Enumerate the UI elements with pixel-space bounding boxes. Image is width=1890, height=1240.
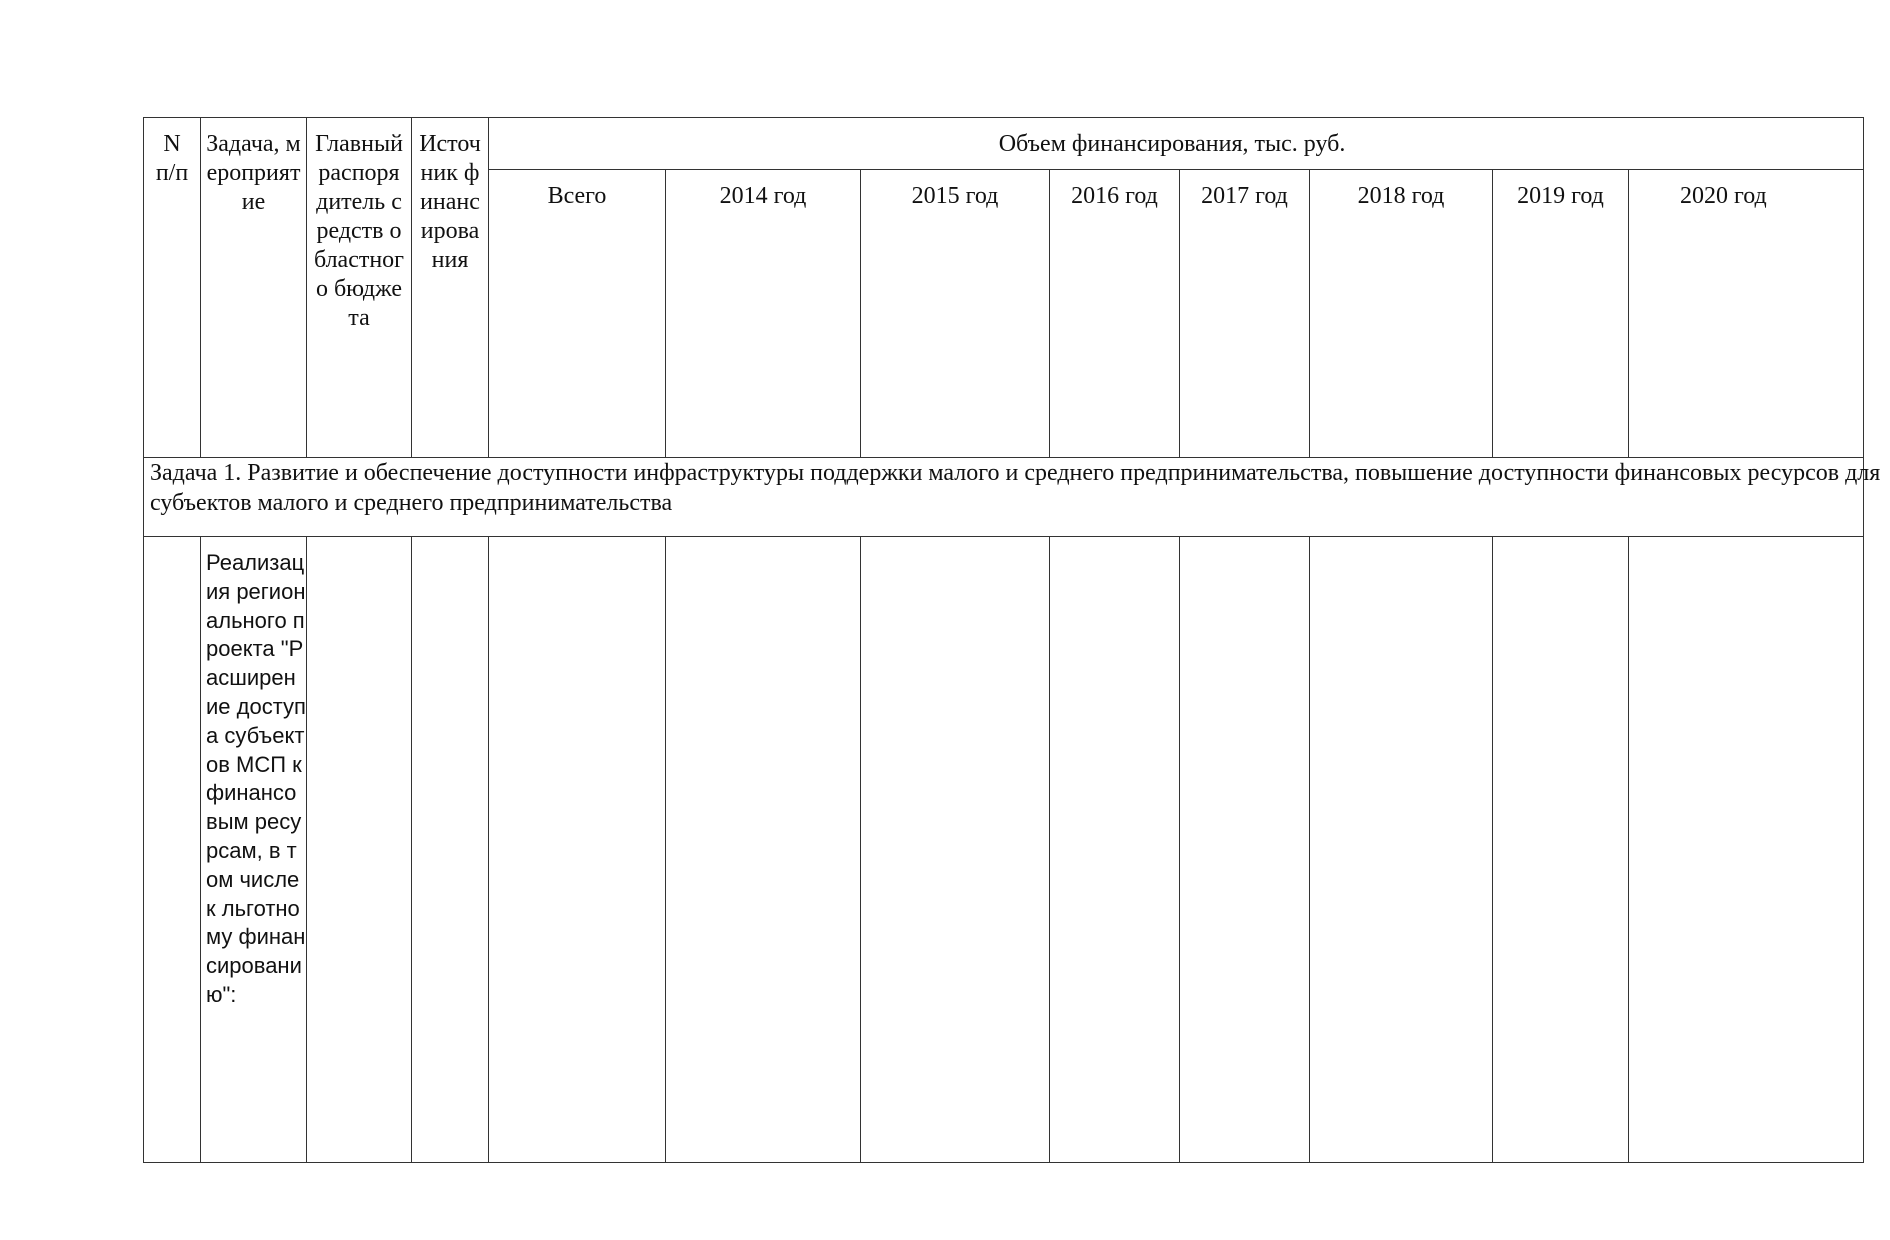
- header-num-text: N п/п: [155, 131, 189, 186]
- header-year-2016: 2016 год: [1050, 170, 1180, 458]
- activity-year-2020: [1629, 537, 1864, 1163]
- task-1-heading-text: Задача 1. Развитие и обеспечение доступности инфраструктуры поддержки малого и среднего предпринимательства, повышение доступности финансовых ресурсов для субъектов малого и среднего предпринимательства: [150, 460, 1881, 516]
- activity-task: Реализация регионального проекта "Расширение доступа субъектов МСП к финансовым ресурсам, в том числе к льготному финансированию":: [201, 537, 307, 1163]
- task-row: [144, 458, 1864, 537]
- activity-year-2015: [861, 537, 1050, 1163]
- activity-source: [412, 537, 489, 1163]
- header-task-text: Задача, мероприятие: [206, 131, 301, 215]
- activity-year-2017: [1180, 537, 1310, 1163]
- header-year-2018: 2018 год: [1310, 170, 1493, 458]
- activity-year-2019: [1493, 537, 1629, 1163]
- header-year-2019: 2019 год: [1493, 170, 1629, 458]
- header-year-2014: 2014 год: [666, 170, 861, 458]
- header-row-1: [144, 118, 1864, 170]
- activity-year-2018: [1310, 537, 1493, 1163]
- header-financing-group-text: Объем финансирования, тыс. руб.: [998, 131, 1346, 157]
- header-source-text: Источник финансирования: [419, 131, 481, 273]
- activity-year-2014: [666, 537, 861, 1163]
- header-num: [144, 118, 201, 458]
- header-year-2017: 2017 год: [1180, 170, 1310, 458]
- activity-year-2016: [1050, 537, 1180, 1163]
- activity-num: [144, 537, 201, 1163]
- header-financing-group: [489, 118, 1864, 170]
- activity-total: [489, 537, 666, 1163]
- header-total: Всего: [489, 170, 666, 458]
- header-distributor: [307, 118, 412, 458]
- financing-table: [143, 117, 1881, 1163]
- activity-distributor: [307, 537, 412, 1163]
- header-task: [201, 118, 307, 458]
- task-1-heading: [144, 458, 1881, 537]
- header-source: [412, 118, 489, 458]
- header-distributor-text: Главный распорядитель средств областного бюджета: [313, 131, 405, 331]
- activity-row: [144, 537, 1864, 1163]
- header-year-2020: 2020 год: [1629, 170, 1864, 458]
- header-year-2015: 2015 год: [861, 170, 1050, 458]
